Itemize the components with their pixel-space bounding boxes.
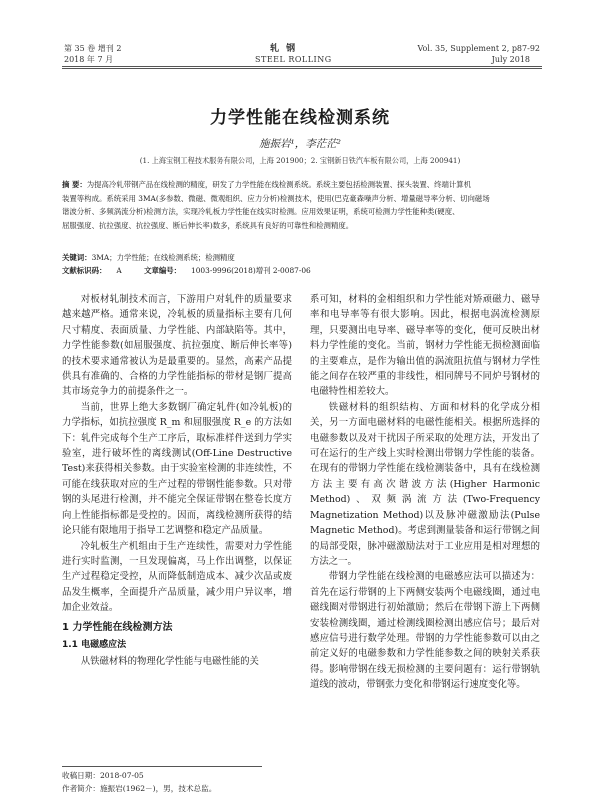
abstract-line-2: 装置等构成。系统采用 3MA(多参数、微磁、微观组织、应力分析)检测技术，使用(巴克豪森噪声分析、增量磁导率分析、切向磁场 [62,193,490,203]
abstract [62,178,546,232]
subsection-heading-1-1: 1.1 电磁感应法 [62,639,127,650]
received-date: 收稿日期：2018-07-05 [62,771,144,780]
journal-name-en: STEEL ROLLING [255,55,332,64]
right-paragraph-1: 系可知，材料的金相组织和力学性能对矫顽磁力、磁导率和电导率等有很大影响。因此，根据电涡流检测原理，只要测出电导率、磁导率等的变化，便可反映出材料力学性能的变化。当前，钢材力学性能无损检测面临的主要难点，是作为输出值的涡流阻抗值与钢材力学性能之间存在较严重的非线性，相同牌号不同炉号钢材的电磁特性相差较大。 [310,294,540,398]
left-paragraph-1: 对板材轧制技术而言，下游用户对轧件的质量要求越来越严格。通常来说，冷轧板的质量指标主要有几何尺寸精度、表面质量、力学性能、内部缺陷等。其中，力学性能参数(如屈服强度、抗拉强度、断后伸长率等)的技术要求通常被认为是最重要的。显然，高素产品提供具有准确的、合格的力学性能指标的带材是钢厂提高其市场竞争力的前提条件之一。 [62,294,292,398]
abstract-line-1 [62,178,546,192]
article-number-value: 1003-9996(2018)增刊 2-0087-06 [191,266,311,275]
abstract-text-1: 为提高冷轧带钢产品在线检测的精度，研发了力学性能在线检测系统。系统主要包括检测装置、探头装置、终端计算机 [86,180,472,189]
right-column [310,292,540,693]
volume-label: Vol. 35, Supplement 2, p87-92 [417,44,540,53]
paper-authors: 施振岩¹，李茫茫² [259,138,341,150]
paper-title: 力学性能在线检测系统 [210,108,390,128]
date-en-label: July 2018 [491,55,530,64]
author-bio: 作者简介：施振岩(1962－)，男，技术总监。 [62,784,217,793]
left-paragraph-4: 从铁磁材料的物理化学性能与电磁性能的关 [80,656,259,668]
classification-line [62,265,331,276]
keywords-text: 3MA；力学性能；在线检测系统；检测精度 [91,253,235,262]
abstract-label: 摘 要： [62,180,87,189]
left-column [62,292,292,670]
header-rule [62,66,542,67]
section-heading-1: 1 力学性能在线检测方法 [62,621,173,633]
left-paragraph-2: 当前，世界上绝大多数钢厂确定轧件(如冷轧板)的力学指标，如抗拉强度 R_m 和屈服强度 R_e 的方法如下：轧件完成每个生产工序后，取标准样件送到力学实验室，进行破坏性的离线测试(Off-Line Destructive Test)来获得相关参数。由于实验室检测的非连续性，不可能在线获取对应的生产过程的带钢性能参数。只对带钢的头尾进行检测，并不能完全保证带钢在整卷长度方向上性能指标都是受控的。因而，离线检测所获得的结论只能有限地用于指导工艺调整和稳定产品质量。 [62,401,292,537]
left-paragraph-3: 冷轧板生产机组由于生产连续性，需要对力学性能进行实时监测，一旦发现偏离，马上作出调整，以保证生产过程稳定受控，从而降低制造成本、减少次品或废品发生概率，全面提升产品质量，减少用户异议率，增加企业效益。 [62,540,292,614]
journal-name-cn: 轧 钢 [270,44,298,54]
issue-label: 第 35 卷 增刊 2 [64,44,122,53]
date-cn-label: 2018 年 7 月 [64,55,114,64]
keywords-label: 关键词： [62,253,92,262]
header-rule-2 [62,68,542,69]
footnote-rule [62,766,262,767]
clc-label: 文献标识码： [62,266,107,275]
clc-value: A [116,266,122,275]
abstract-line-4: 屈服强度、抗拉强度、抗拉强度、断后伸长率)数多，系统具有良好的可靠性和检测精度。 [62,220,354,230]
abstract-line-3: 谐波分析、多频涡流分析)检测方法，实现冷轧板力学性能在线实时检测。应用效果证明，系统可检测力学性能种类(硬度、 [62,207,460,216]
keywords [62,251,546,265]
paper-affiliation: (1. 上海宝钢工程技术服务有限公司，上海 201900；2. 宝钢新日铁汽车板有限公司，上海 200941) [139,156,461,165]
right-paragraph-2: 铁磁材料的组织结构、方面和材料的化学成分相关，另一方面电磁材料的电磁性能相关。根据所选择的电磁参数以及对干扰因子所采取的处理方法，开发出了可在运行的生产线上实时检测出带钢力学性能的装备。在现有的带钢力学性能在线检测装备中，具有在线检测方法主要有高次谐波方法(Higher Harmonic Method)、双频涡流方法(Two-Frequency Magnetization Method)以及脉冲磁激励法(Pulse Magnetic Method)。考虑到测量装备和运行带钢之间的局部受限，脉冲磁激励法对于工业应用是相对理想的方法之一。 [310,401,540,567]
right-paragraph-3: 带钢力学性能在线检测的电磁感应法可以描述为：首先在运行带钢的上下两侧安装两个电磁线圈，通过电磁线圈对带钢进行初始激励；然后在带钢下游上下两侧安装检测线圈，通过检测线圈检测出感应信号；最后对感应信号进行数学处理。带钢的力学性能参数可以由之前定义好的电磁参数和力学性能参数之间的映射关系获得。影响带钢在线无损检测的主要问题有：运行带钢轨道线的波动，带钢张力变化和带钢运行速度变化等。 [310,571,540,691]
article-number-label: 文章编号： [144,266,182,275]
